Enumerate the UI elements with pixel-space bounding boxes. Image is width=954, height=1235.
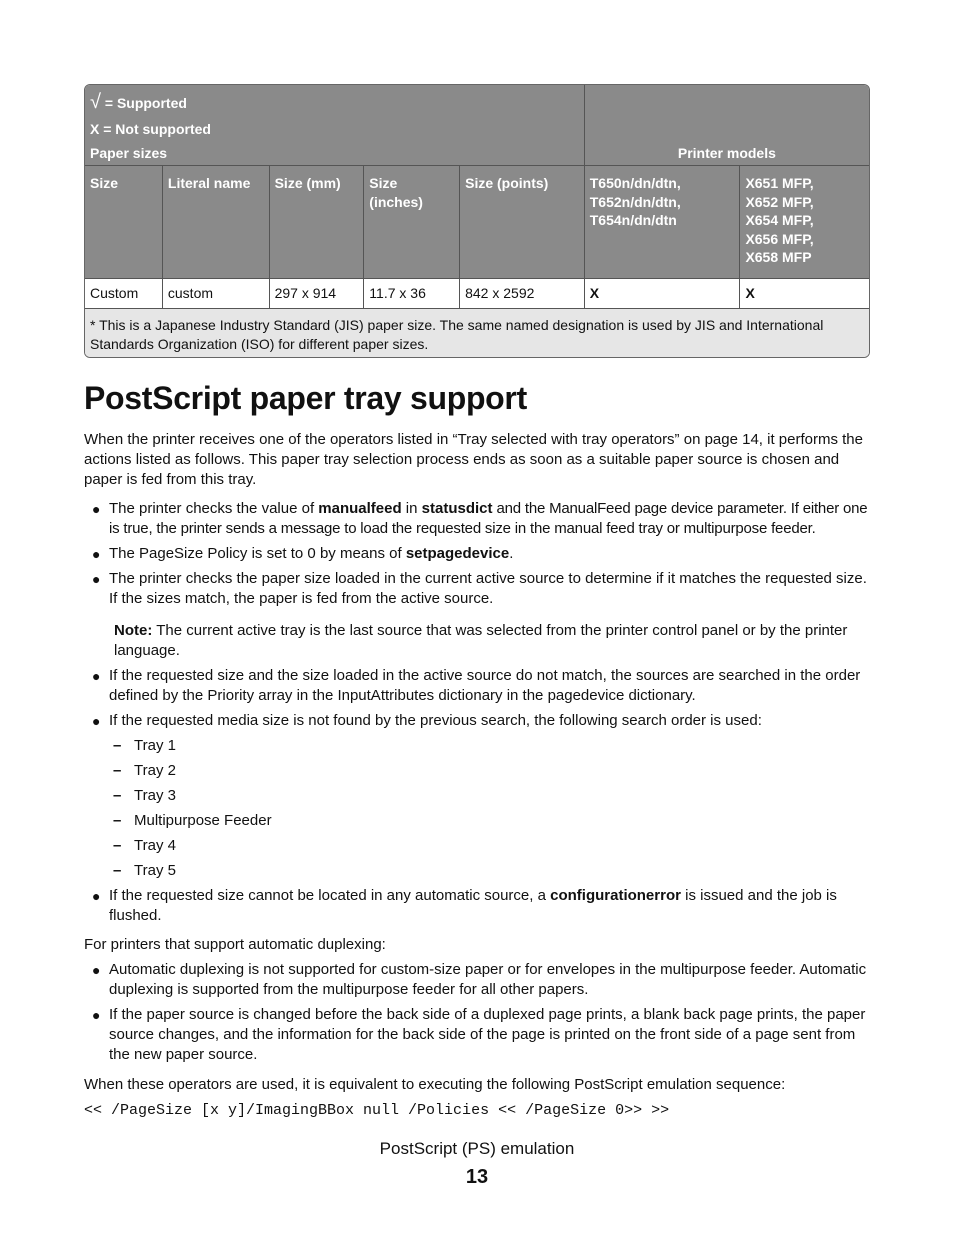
printer-models-label: Printer models	[677, 145, 776, 161]
paper-sizes-label: Paper sizes	[90, 145, 168, 161]
bullet-icon: ●	[92, 546, 101, 562]
search-order-item: – Tray 1	[113, 737, 176, 754]
search-order-item: – Tray 5	[113, 862, 176, 879]
bullet-icon: ●	[92, 962, 101, 978]
list-item: ● If the requested size cannot be located in any automatic source, a configurationerror is issued and the job is flushed.	[92, 887, 837, 924]
section-title: PostScript paper tray support	[84, 380, 527, 416]
cell-model-t650-support: X	[585, 279, 741, 309]
col-header-literal-name: Literal name	[163, 166, 270, 279]
cell-size: Custom	[85, 279, 163, 309]
cell-literal-name: custom	[163, 279, 270, 309]
dash-icon: –	[113, 862, 122, 879]
bullet-icon: ●	[92, 713, 101, 729]
list-item: ● The PageSize Policy is set to 0 by means of setpagedevice.	[92, 545, 514, 562]
bullet-icon: ●	[92, 888, 101, 904]
bullet-icon: ●	[92, 571, 101, 587]
dash-icon: –	[113, 837, 122, 854]
bullet-icon: ●	[92, 1007, 101, 1023]
col-header-size-inches: Size (inches)	[364, 166, 460, 279]
list-item: ● If the requested media size is not found by the previous search, the following search order is used:	[92, 712, 762, 729]
list-item: ● The printer checks the paper size loaded in the current active source to determine if it matches the requested size. If the sizes match, the paper is fed from the active source.	[92, 570, 867, 607]
search-order-item: – Multipurpose Feeder	[113, 812, 272, 829]
dash-icon: –	[113, 737, 122, 754]
cell-size-inches: 11.7 x 36	[364, 279, 460, 309]
cell-model-x651-support: X	[740, 279, 869, 309]
bullet-icon: ●	[92, 501, 101, 517]
legend-not-supported: X = Not supported	[90, 121, 211, 137]
cell-size-mm: 297 x 914	[270, 279, 365, 309]
page-number: 13	[465, 1166, 489, 1188]
code-sequence: << /PageSize [x y]/ImagingBBox null /Policies << /PageSize 0>> >>	[84, 1102, 670, 1119]
list-item: ● If the requested size and the size loaded in the active source do not match, the sources are searched in the order defined by the Priority array in the InputAttributes dictionary in the pagedevice dictionary.	[92, 667, 861, 704]
footer-title: PostScript (PS) emulation	[379, 1139, 575, 1158]
col-header-model-t650: T650n/dn/dtn, T652n/dn/dtn, T654n/dn/dtn	[585, 166, 741, 279]
paper-size-table	[84, 84, 870, 358]
intro-paragraph: When the printer receives one of the operators listed in “Tray selected with tray operators” on page 14, it performs the actions listed as follows. This paper tray selection process ends as soon as a suitable paper source is chosen and paper is fed from this tray.	[84, 431, 863, 488]
table-footnote-row	[85, 309, 869, 357]
table-header-row-2	[85, 166, 869, 279]
closing-paragraph: When these operators are used, it is equivalent to executing the following PostScript emulation sequence:	[84, 1076, 786, 1093]
list-item: ● If the paper source is changed before the back side of a duplexed page prints, a blank back page prints, the paper source changes, and the information for the back side of the page is printed on the front side of a page sent from the new paper source.	[92, 1006, 866, 1063]
list-item: ● The printer checks the value of manualfeed in statusdict and the ManualFeed page device parameter. If either one is true, the printer sends a message to load the requested size in the manual feed tray or multipurpose feeder.	[92, 500, 868, 537]
col-header-size: Size	[85, 166, 163, 279]
check-icon: √	[90, 91, 101, 113]
list-item: ● Automatic duplexing is not supported for custom-size paper or for envelopes in the multipurpose feeder. Automatic duplexing is supported from the multipurpose feeder for all other papers.	[92, 961, 867, 998]
table-header-row-1	[85, 85, 869, 166]
col-header-size-mm: Size (mm)	[270, 166, 365, 279]
col-header-model-x651: X651 MFP, X652 MFP, X654 MFP, X656 MFP, X658 MFP	[740, 166, 869, 279]
note-label: Note:	[114, 622, 153, 639]
legend-supported: √ = Supported	[90, 91, 187, 113]
cell-size-points: 842 x 2592	[460, 279, 585, 309]
dash-icon: –	[113, 787, 122, 804]
note-paragraph: Note: The current active tray is the last source that was selected from the printer control panel or by the printer language.	[114, 622, 848, 659]
col-header-size-points: Size (points)	[460, 166, 585, 279]
page-content	[84, 84, 870, 1119]
search-order-item: – Tray 3	[113, 787, 176, 804]
dash-icon: –	[113, 762, 122, 779]
bullet-icon: ●	[92, 668, 101, 684]
legend-cell	[85, 85, 585, 166]
section-body	[84, 430, 870, 1121]
table-footnote: * This is a Japanese Industry Standard (JIS) paper size. The same named designation is used by JIS and International Standards Organization (ISO) for different paper sizes.	[85, 309, 869, 357]
duplex-intro: For printers that support automatic duplexing:	[84, 936, 386, 953]
table-row	[85, 279, 869, 309]
search-order-item: – Tray 4	[113, 837, 176, 854]
printer-models-cell	[585, 85, 869, 166]
dash-icon: –	[113, 812, 122, 829]
search-order-item: – Tray 2	[113, 762, 176, 779]
